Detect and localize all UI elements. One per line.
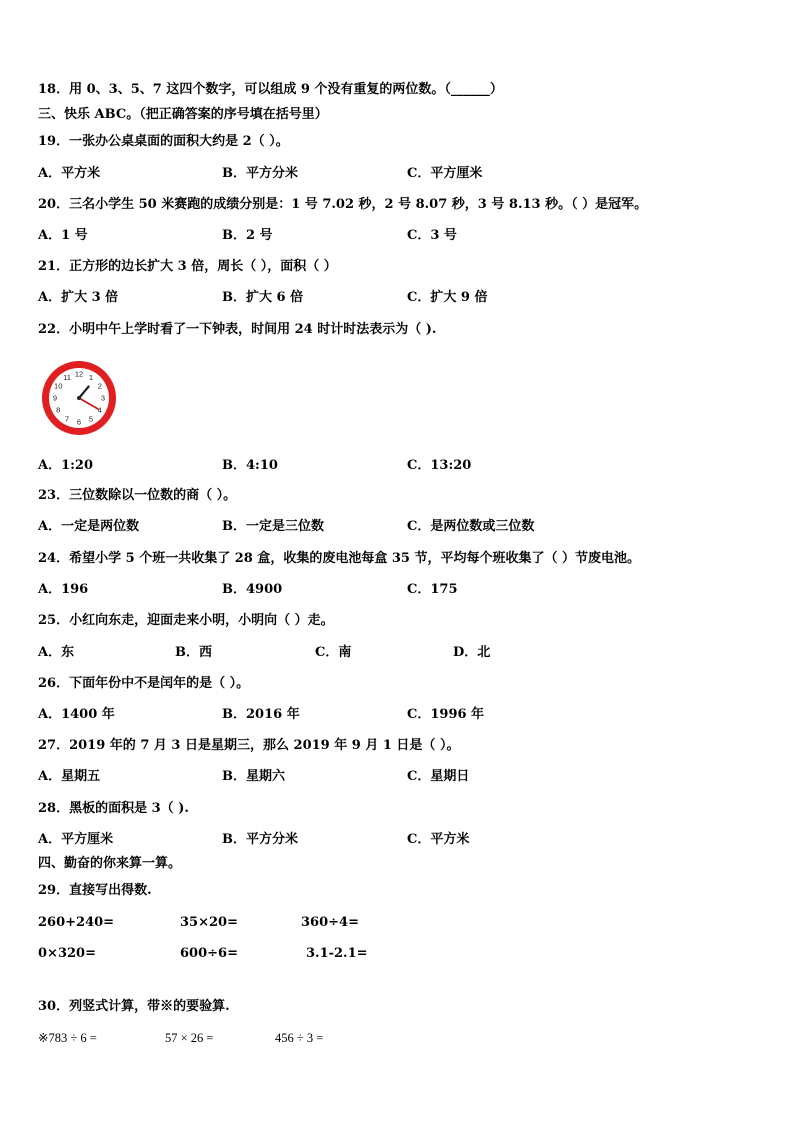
q29-stem: 29．直接写出得数.	[38, 883, 152, 898]
q23-option-c: C．是两位数或三位数	[407, 519, 535, 534]
clock-number: 2	[97, 381, 102, 391]
clock-number: 5	[88, 414, 94, 424]
q19-option-c: C．平方厘米	[407, 166, 483, 181]
q26-option-b: B．2016 年	[222, 707, 300, 722]
q26-option-c: C．1996 年	[407, 707, 485, 722]
clock-number: 12	[74, 369, 84, 379]
clock-number: 9	[52, 393, 58, 403]
q28-stem: 28．黑板的面积是 3（ ).	[38, 801, 189, 816]
q26-stem: 26．下面年份中不是闰年的是（ ）。	[38, 676, 250, 691]
q20-option-c: C．3 号	[407, 228, 457, 243]
q26-option-a: A．1400 年	[38, 707, 115, 722]
q21-option-c: C．扩大 9 倍	[407, 290, 488, 305]
clock-icon	[39, 359, 119, 437]
clock-number: 11	[63, 372, 71, 382]
q27-stem: 27．2019 年的 7 月 3 日是星期三，那么 2019 年 9 月 1 日是（ ）。	[38, 738, 460, 753]
q21-option-b: B．扩大 6 倍	[222, 290, 304, 305]
clock-number: 3	[100, 393, 106, 403]
q30-expr-1: ※783 ÷ 6 =	[38, 1031, 97, 1045]
clock-center	[77, 396, 81, 400]
q25-stem: 25．小红向东走，迎面走来小明，小明向（ ）走。	[38, 613, 334, 628]
q21-stem: 21．正方形的边长扩大 3 倍，周长（ ），面积（ ）	[38, 259, 337, 274]
q28-option-a: A．平方厘米	[38, 832, 114, 847]
q30-expr-2: 57 × 26 =	[165, 1031, 214, 1045]
q27-option-c: C．星期日	[407, 769, 470, 784]
q19-option-a: A．平方米	[38, 166, 101, 181]
q20-option-a: A．1 号	[38, 228, 88, 243]
clock-number: 1	[88, 372, 94, 382]
section-4-heading: 四、勤奋的你来算一算。	[38, 856, 182, 871]
q27-option-a: A．星期五	[38, 769, 101, 784]
q23-stem: 23．三位数除以一位数的商（ ）。	[38, 488, 237, 503]
clock-number: 6	[76, 417, 82, 427]
q29-expr-6: 3.1-2.1=	[306, 946, 368, 961]
q20-option-b: B．2 号	[222, 228, 273, 243]
q23-option-a: A．一定是两位数	[38, 519, 140, 534]
q29-expr-5: 600÷6=	[180, 946, 238, 961]
clock-number: 4	[97, 405, 102, 415]
line-q18: 18．用 0、3、5、7 这四个数字，可以组成 9 个没有重复的两位数。（______）	[38, 82, 503, 97]
q22-option-a: A．1:20	[38, 458, 94, 473]
q27-option-b: B．星期六	[222, 769, 285, 784]
section-3-heading: 三、快乐 ABC。（把正确答案的序号填在括号里）	[38, 107, 328, 122]
q25-option-a: A．东	[38, 645, 75, 660]
q30-expr-3: 456 ÷ 3 =	[275, 1031, 324, 1045]
clock-number: 7	[64, 414, 70, 424]
q25-option-c: C．南	[315, 645, 352, 660]
q24-stem: 24．希望小学 5 个班一共收集了 28 盒，收集的废电池每盒 35 节，平均每个班收集了（ ）节废电池。	[38, 551, 640, 566]
q24-option-c: C．175	[407, 582, 458, 597]
clock-number: 10	[54, 381, 63, 391]
q22-stem: 22．小明中午上学时看了一下钟表，时间用 24 时计时法表示为（ ).	[38, 322, 437, 337]
q30-stem: 30．列竖式计算，带※的要验算.	[38, 999, 230, 1014]
q28-option-c: C．平方米	[407, 832, 470, 847]
q25-option-b: B．西	[175, 645, 212, 660]
clock-number: 8	[56, 405, 61, 415]
q29-expr-2: 35×20=	[180, 915, 238, 930]
q29-expr-3: 360÷4=	[301, 915, 359, 930]
q29-expr-1: 260+240=	[38, 915, 115, 930]
q20-stem: 20．三名小学生 50 米赛跑的成绩分别是：1 号 7.02 秒，2 号 8.07 秒，3 号 8.13 秒。（ ）是冠军。	[38, 197, 648, 212]
q21-option-a: A．扩大 3 倍	[38, 290, 119, 305]
q24-option-a: A．196	[38, 582, 89, 597]
q24-option-b: B．4900	[222, 582, 283, 597]
q25-option-d: D．北	[453, 645, 491, 660]
q22-option-b: B．4:10	[222, 458, 278, 473]
q22-option-c: C．13:20	[407, 458, 472, 473]
q23-option-b: B．一定是三位数	[222, 519, 324, 534]
q28-option-b: B．平方分米	[222, 832, 298, 847]
q29-expr-4: 0×320=	[38, 946, 96, 961]
q19-stem: 19．一张办公桌桌面的面积大约是 2（ ）。	[38, 134, 289, 149]
q19-option-b: B．平方分米	[222, 166, 298, 181]
